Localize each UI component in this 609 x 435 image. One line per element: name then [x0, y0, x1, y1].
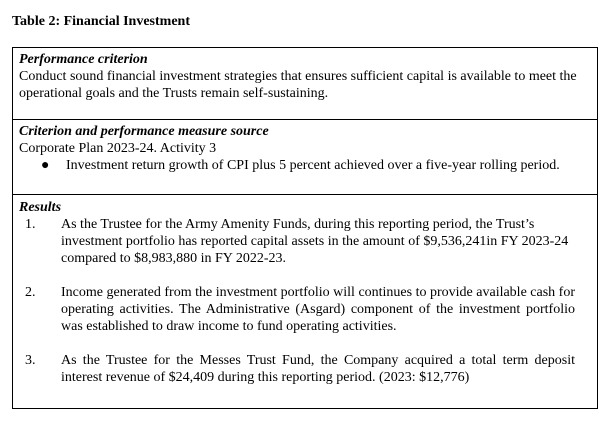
result-text: As the Trustee for the Messes Trust Fund, the Company acquired a total term deposit interest revenue of $24,409 during this reporting period. (2023: $12,776) — [61, 353, 575, 385]
result-text: Income generated from the investment portfolio will continues to provide available cash for operating activities. The Administrative (Asgard) component of the investment portfolio was established to draw income to fund operating activities. — [61, 285, 575, 334]
result-number: 3. — [25, 353, 36, 368]
performance-criterion-text: Conduct sound financial investment strategies that ensures sufficient capital is available to meet the operational goals and the Trusts remain self-sustaining. — [19, 69, 577, 101]
performance-criterion-heading: Performance criterion — [19, 52, 148, 67]
results-section — [13, 194, 597, 408]
result-item-1 — [19, 216, 591, 267]
result-item-2 — [19, 284, 591, 335]
measure-source-section — [13, 119, 597, 194]
results-heading: Results — [19, 200, 62, 215]
result-number: 1. — [25, 217, 36, 232]
measure-source-text: Corporate Plan 2023-24. Activity 3 — [19, 141, 217, 156]
financial-investment-table — [12, 47, 598, 409]
table-title: Table 2: Financial Investment — [12, 14, 190, 29]
performance-criterion-section — [13, 48, 597, 119]
bullet-item — [19, 157, 591, 174]
bullet-text: Investment return growth of CPI plus 5 percent achieved over a five-year rolling period. — [66, 158, 560, 173]
result-text: As the Trustee for the Army Amenity Funds, during this reporting period, the Trust’s investment portfolio has reported capital assets in the amount of $9,536,241in FY 2023-24 compared to $8,983,880 in FY 2022-23. — [61, 217, 569, 266]
bullet-icon: ● — [41, 158, 50, 173]
result-item-3 — [19, 352, 591, 386]
result-number: 2. — [25, 285, 36, 300]
measure-source-heading: Criterion and performance measure source — [19, 124, 269, 139]
